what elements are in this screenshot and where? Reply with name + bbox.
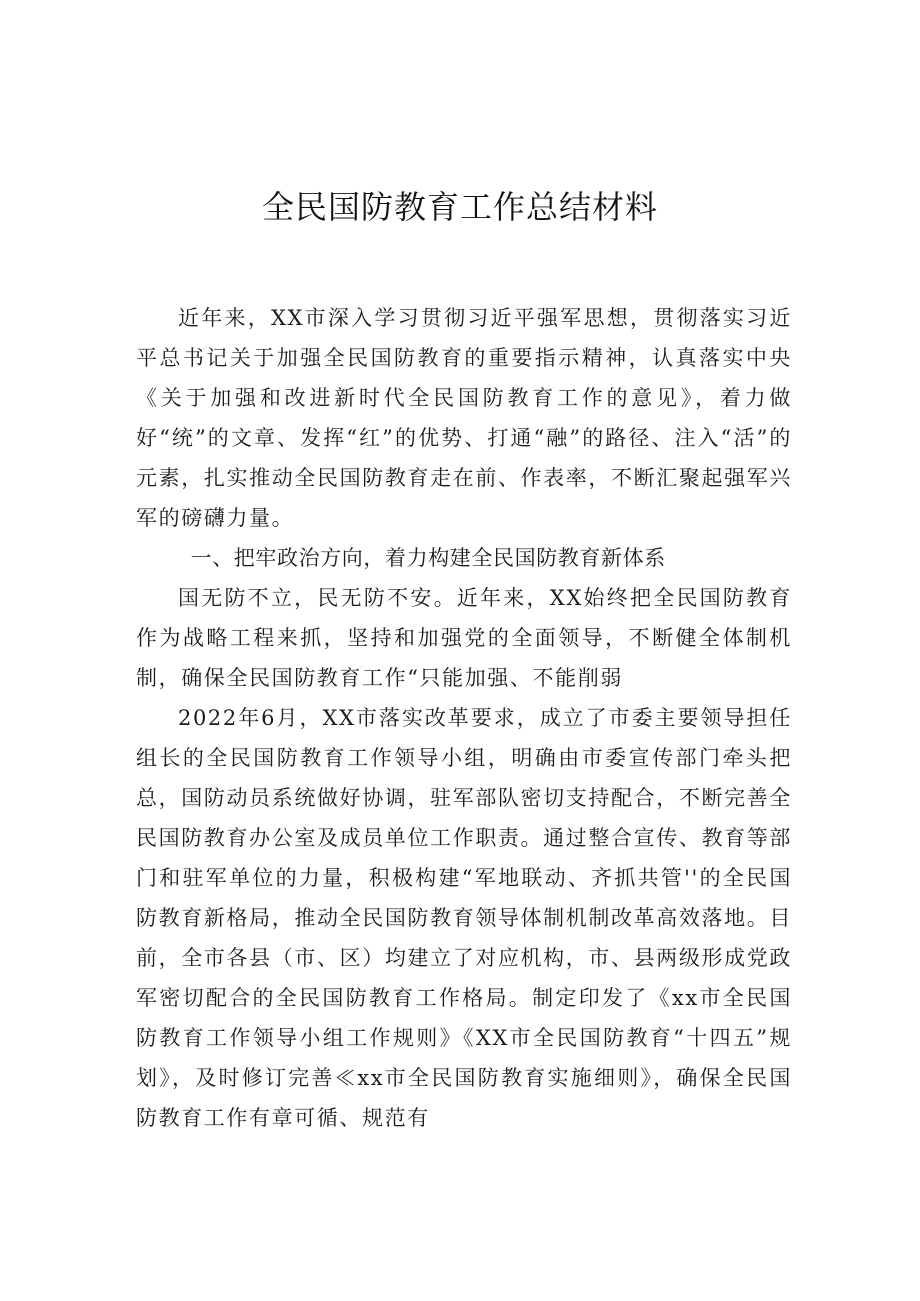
document-title: 全民国防教育工作总结材料: [261, 188, 658, 226]
intro-paragraph: 近年来，XX市深入学习贯彻习近平强军思想，贯彻落实习近平总书记关于加强全民国防教育的重要指示精神，认真落实中央《关于加强和改进新时代全民国防教育工作的意见》，着力做好“统”的文章、发挥“红”的优势、打通“融”的路径、注入“活”的元素，扎实推动全民国防教育走在前、作表率，不断汇聚起强军兴军的磅礴力量。: [136, 306, 792, 530]
section-heading-1: 一、把牢政治方向，着力构建全民国防教育新体系: [190, 546, 666, 570]
section-1-paragraph-1: 国无防不立，民无防不安。近年来，XX始终把全民国防教育作为战略工程来抓，坚持和加强党的全面领导，不断健全体制机制，确保全民国防教育工作“只能加强、不能削弱: [136, 586, 792, 690]
section-1-paragraph-2: 2022年6月，XX市落实改革要求，成立了市委主要领导担任组长的全民国防教育工作领导小组，明确由市委宣传部门牵头把总，国防动员系统做好协调，驻军部队密切支持配合，不断完善全民国防教育办公室及成员单位工作职责。通过整合宣传、教育等部门和驻军单位的力量，积极构建“军地联动、齐抓共管''的全民国防教育新格局，推动全民国防教育领导体制机制改革高效落地。目前，全市各县（市、区）均建立了对应机构，市、县两级形成党政军密切配合的全民国防教育工作格局。制定印发了《xx市全民国防教育工作领导小组工作规则》《XX市全民国防教育“十四五”规划》，及时修订完善≪xx市全民国防教育实施细则》，确保全民国防教育工作有章可循、规范有: [136, 706, 792, 1130]
document-body: [136, 298, 792, 1138]
